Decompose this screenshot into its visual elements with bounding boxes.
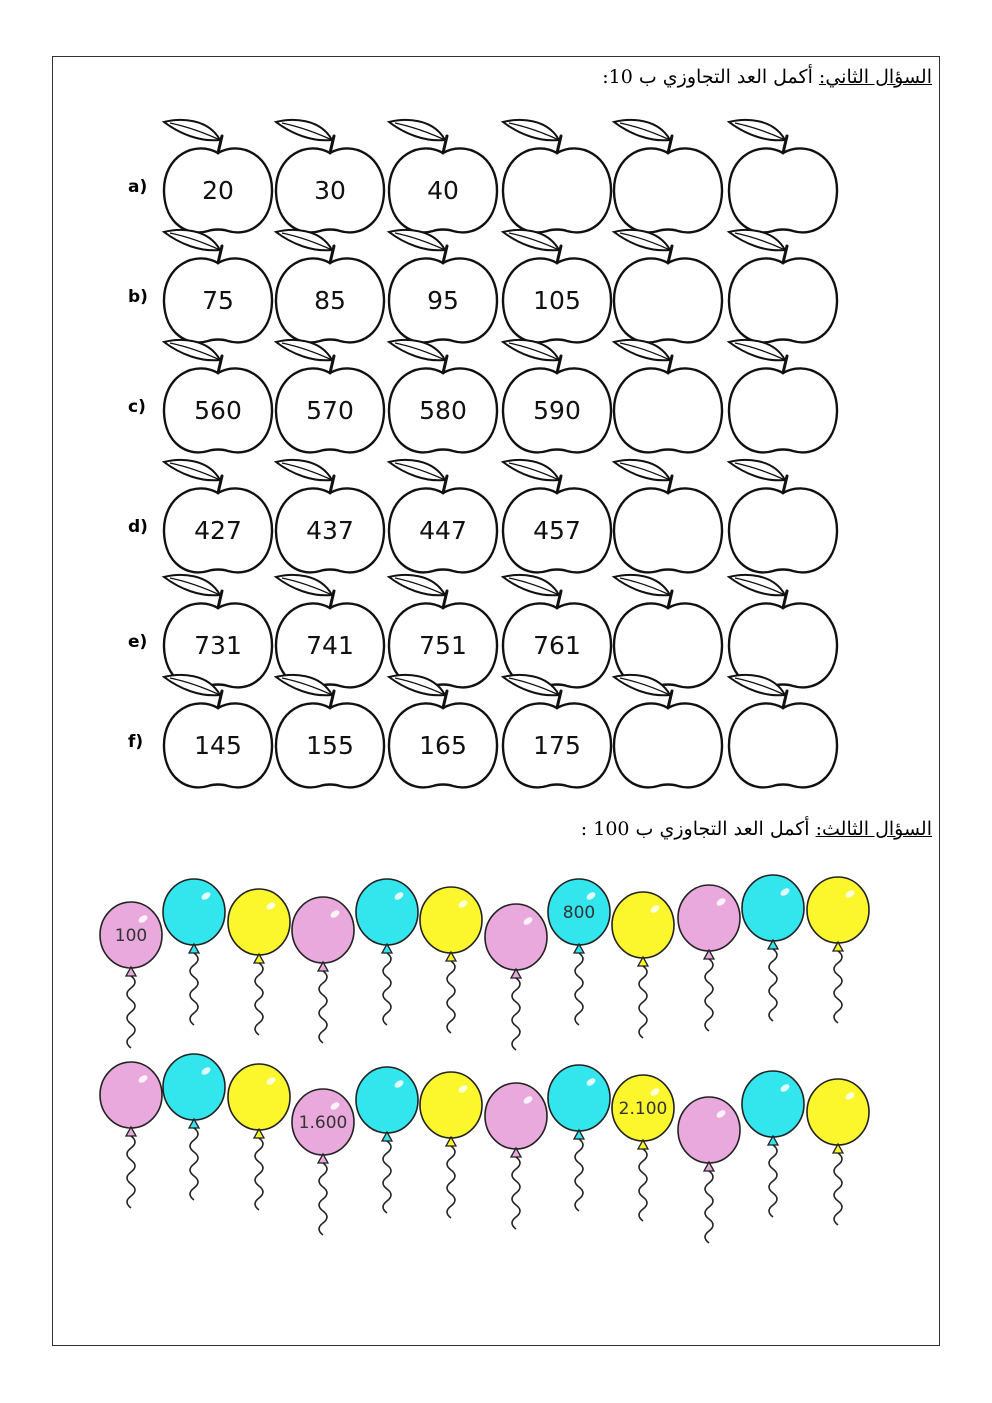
- balloon-body: [228, 1064, 290, 1130]
- balloon: [612, 1075, 674, 1221]
- balloon-string: [769, 949, 777, 1021]
- balloon-body: [678, 885, 740, 951]
- apple-number: 75: [202, 286, 234, 315]
- balloon-body: [678, 1097, 740, 1163]
- balloon-string: [575, 953, 583, 1025]
- balloon-body: [548, 1065, 610, 1131]
- balloon-string: [319, 971, 327, 1043]
- balloon-string: [190, 953, 198, 1025]
- balloon-blank[interactable]: [228, 889, 290, 1035]
- balloon-string: [834, 1153, 842, 1225]
- balloon-blank[interactable]: [742, 1071, 804, 1217]
- balloon-blank[interactable]: [485, 1083, 547, 1229]
- apple-row-label: e): [128, 632, 148, 652]
- balloon-body: [420, 1072, 482, 1138]
- question-3-label: السؤال الثالث:: [815, 818, 932, 840]
- apple-number: 155: [306, 731, 354, 760]
- apple-number: 741: [306, 631, 354, 660]
- apple-number: 30: [314, 176, 346, 205]
- balloon-string: [127, 1136, 135, 1208]
- balloon-string: [127, 976, 135, 1048]
- balloon-blank[interactable]: [807, 1079, 869, 1225]
- balloon-blank[interactable]: [548, 1065, 610, 1211]
- apple-number: 437: [306, 516, 354, 545]
- balloon-blank[interactable]: [742, 875, 804, 1021]
- balloon-body: [807, 877, 869, 943]
- balloon-body: [163, 879, 225, 945]
- balloon-body: [485, 904, 547, 970]
- balloon-body: [356, 879, 418, 945]
- balloon-blank[interactable]: [678, 885, 740, 1031]
- balloon-blank[interactable]: [678, 1097, 740, 1243]
- balloon-string: [255, 963, 263, 1035]
- balloon-number: 2.100: [618, 1099, 668, 1119]
- balloon-blank[interactable]: [420, 887, 482, 1033]
- apple-number: 85: [314, 286, 346, 315]
- balloon-string: [383, 1141, 391, 1213]
- balloon-body: [742, 1071, 804, 1137]
- balloon-number: 800: [562, 903, 596, 923]
- balloon-number: 1.600: [298, 1113, 348, 1133]
- apple-number: 457: [533, 516, 581, 545]
- balloon-body: [163, 1054, 225, 1120]
- balloon: [292, 1089, 354, 1235]
- balloon-blank[interactable]: [420, 1072, 482, 1218]
- balloon-body: [356, 1067, 418, 1133]
- balloon-body: [742, 875, 804, 941]
- apple-number: 731: [194, 631, 242, 660]
- balloon-row: [100, 875, 869, 1050]
- apple-number: 145: [194, 731, 242, 760]
- balloon-body: [485, 1083, 547, 1149]
- apple-number: 751: [419, 631, 467, 660]
- question-2-text: أكمل العد التجاوزي ب 10:: [602, 66, 819, 88]
- apple-row-label: a): [128, 177, 148, 197]
- question-3-text: أكمل العد التجاوزي ب 100 :: [580, 818, 816, 840]
- balloon-row: [100, 1054, 869, 1243]
- apple-row-label: b): [128, 287, 148, 307]
- apple-row-label: c): [128, 397, 146, 417]
- apple-number: 590: [533, 396, 581, 425]
- balloon-blank[interactable]: [163, 879, 225, 1025]
- apple-number: 95: [427, 286, 459, 315]
- balloon-body: [807, 1079, 869, 1145]
- balloon-blank[interactable]: [807, 877, 869, 1023]
- question-2-label: السؤال الثاني:: [818, 66, 932, 88]
- apple-number: 105: [533, 286, 581, 315]
- balloon-blank[interactable]: [292, 897, 354, 1043]
- balloon-string: [447, 961, 455, 1033]
- balloon-body: [100, 1062, 162, 1128]
- balloon-string: [383, 953, 391, 1025]
- balloon-blank[interactable]: [100, 1062, 162, 1208]
- balloon-string: [190, 1128, 198, 1200]
- apple-number: 560: [194, 396, 242, 425]
- balloon-number: 100: [114, 926, 148, 946]
- balloon-string: [769, 1145, 777, 1217]
- balloon-string: [705, 1171, 713, 1243]
- balloon-string: [319, 1163, 327, 1235]
- balloon-string: [512, 978, 520, 1050]
- apple-number: 165: [419, 731, 467, 760]
- balloon-blank[interactable]: [163, 1054, 225, 1200]
- apple-number: 761: [533, 631, 581, 660]
- balloon: [100, 902, 162, 1048]
- apple-number: 20: [202, 176, 234, 205]
- balloon-body: [612, 892, 674, 958]
- apple-number: 40: [427, 176, 459, 205]
- balloon-body: [228, 889, 290, 955]
- balloon-blank[interactable]: [228, 1064, 290, 1210]
- balloon-blank[interactable]: [485, 904, 547, 1050]
- balloon-body: [420, 887, 482, 953]
- balloon-string: [834, 951, 842, 1023]
- balloon-body: [292, 897, 354, 963]
- balloon-blank[interactable]: [356, 879, 418, 1025]
- apple-number: 175: [533, 731, 581, 760]
- apple-number: 427: [194, 516, 242, 545]
- balloon-string: [255, 1138, 263, 1210]
- balloon-string: [639, 966, 647, 1038]
- balloon-string: [575, 1139, 583, 1211]
- balloon-string: [447, 1146, 455, 1218]
- balloon-string: [639, 1149, 647, 1221]
- balloon-string: [705, 959, 713, 1031]
- balloon-blank[interactable]: [612, 892, 674, 1038]
- apple-row-label: d): [128, 517, 148, 537]
- apple-number: 447: [419, 516, 467, 545]
- balloon: [548, 879, 610, 1025]
- apple-number: 580: [419, 396, 467, 425]
- balloon-string: [512, 1157, 520, 1229]
- apple-number: 570: [306, 396, 354, 425]
- balloon-blank[interactable]: [356, 1067, 418, 1213]
- apple-row-label: f): [128, 732, 144, 752]
